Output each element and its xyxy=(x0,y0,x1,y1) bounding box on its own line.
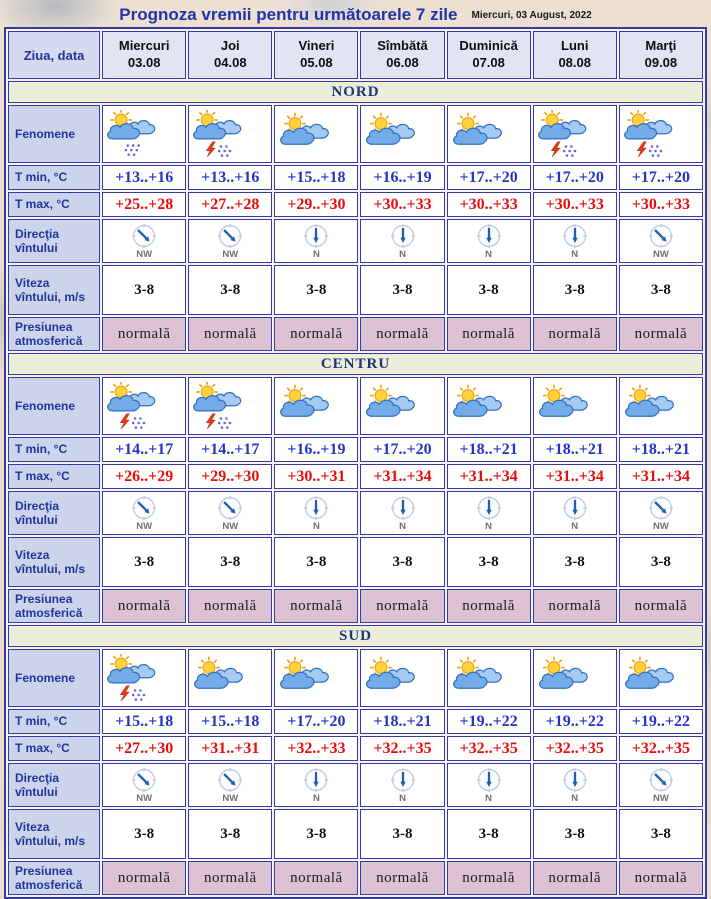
wind-n-icon xyxy=(475,494,503,522)
t-max-value: +30..+33 xyxy=(360,192,444,217)
wind-speed-value: 3-8 xyxy=(360,809,444,859)
pressure-value: normală xyxy=(533,861,617,895)
wind-nw-icon xyxy=(130,222,158,250)
day-name: Vineri xyxy=(298,38,335,54)
section-band-row xyxy=(8,353,703,375)
wind-speed-value: 3-8 xyxy=(102,265,186,315)
phenomena-cell xyxy=(619,649,703,707)
pressure-value: normală xyxy=(619,589,703,623)
t-min-row xyxy=(8,437,703,462)
wind-nw-icon xyxy=(647,766,675,794)
phenomena-cell xyxy=(360,649,444,707)
sun-clouds-icon xyxy=(448,110,506,158)
wind-n-icon xyxy=(389,766,417,794)
phenomena-cell xyxy=(360,377,444,435)
day-header-cell xyxy=(447,31,531,79)
wind-n-icon xyxy=(561,766,589,794)
row-label-t-min: T min, °C xyxy=(8,165,100,190)
day-name: Joi xyxy=(220,38,240,54)
pressure-value: normală xyxy=(102,589,186,623)
t-min-value: +18..+21 xyxy=(447,437,531,462)
day-name: Sîmbătă xyxy=(377,38,428,54)
day-date: 03.08 xyxy=(127,55,161,70)
row-label-t-max: T max, °C xyxy=(8,192,100,217)
wind-speed-row xyxy=(8,265,703,315)
pressure-value: normală xyxy=(188,317,272,351)
phenomena-cell xyxy=(533,649,617,707)
phenomena-cell xyxy=(533,105,617,163)
pressure-row xyxy=(8,317,703,351)
wind-direction-cell xyxy=(102,491,186,535)
t-max-value: +30..+33 xyxy=(533,192,617,217)
phenomena-cell xyxy=(360,105,444,163)
wind-direction-cell xyxy=(274,763,358,807)
wind-direction-label: NW xyxy=(222,249,239,261)
sun-cloud-lightning-rain-icon xyxy=(189,110,247,158)
sun-clouds-icon xyxy=(361,654,419,702)
row-label-t-max: T max, °C xyxy=(8,736,100,761)
section-title: NORD xyxy=(8,81,703,103)
pressure-value: normală xyxy=(447,589,531,623)
t-min-value: +13..+16 xyxy=(102,165,186,190)
sun-clouds-icon xyxy=(361,382,419,430)
wind-direction-label: N xyxy=(571,793,579,805)
wind-direction-cell xyxy=(360,219,444,263)
phenomena-cell xyxy=(533,377,617,435)
sun-cloud-lightning-rain-icon xyxy=(620,110,678,158)
day-name: Duminică xyxy=(459,38,518,54)
day-header-cell xyxy=(274,31,358,79)
sun-cloud-lightning-rain-icon xyxy=(189,382,247,430)
t-min-value: +16..+19 xyxy=(360,165,444,190)
pressure-value: normală xyxy=(102,861,186,895)
section-band-row xyxy=(8,625,703,647)
wind-speed-row xyxy=(8,537,703,587)
t-max-value: +30..+31 xyxy=(274,464,358,489)
row-label-t-max: T max, °C xyxy=(8,464,100,489)
pressure-value: normală xyxy=(102,317,186,351)
day-date: 04.08 xyxy=(214,55,247,70)
t-max-row xyxy=(8,192,703,217)
t-min-value: +18..+21 xyxy=(360,709,444,734)
wind-speed-value: 3-8 xyxy=(619,537,703,587)
wind-direction-cell xyxy=(360,491,444,535)
phenomena-cell xyxy=(274,649,358,707)
wind-speed-value: 3-8 xyxy=(533,809,617,859)
wind-direction-cell xyxy=(274,219,358,263)
wind-speed-value: 3-8 xyxy=(619,265,703,315)
row-label-wind-speed: Viteza vîntului, m/s xyxy=(8,809,100,859)
pressure-value: normală xyxy=(274,861,358,895)
phenomena-cell xyxy=(188,105,272,163)
t-min-value: +18..+21 xyxy=(619,437,703,462)
sun-clouds-icon xyxy=(275,110,333,158)
wind-nw-icon xyxy=(216,766,244,794)
wind-n-icon xyxy=(475,222,503,250)
phenomena-row xyxy=(8,377,703,435)
day-name: Miercuri xyxy=(118,38,170,54)
day-header-cell xyxy=(360,31,444,79)
phenomena-cell xyxy=(102,105,186,163)
sun-clouds-icon xyxy=(275,382,333,430)
t-min-value: +19..+22 xyxy=(533,709,617,734)
phenomena-cell xyxy=(447,377,531,435)
phenomena-cell xyxy=(102,649,186,707)
wind-direction-label: NW xyxy=(222,793,239,805)
wind-speed-value: 3-8 xyxy=(360,265,444,315)
phenomena-cell xyxy=(619,105,703,163)
wind-direction-label: N xyxy=(399,521,406,533)
wind-direction-row xyxy=(8,763,703,807)
day-header-cell xyxy=(188,31,272,79)
wind-direction-cell xyxy=(533,219,617,263)
wind-direction-cell xyxy=(447,491,531,535)
wind-direction-label: NW xyxy=(136,793,153,805)
row-label-phenomena: Fenomene xyxy=(8,105,100,163)
t-min-value: +17..+20 xyxy=(447,165,531,190)
pressure-value: normală xyxy=(447,861,531,895)
wind-speed-value: 3-8 xyxy=(188,809,272,859)
day-name: Marţi xyxy=(645,38,677,54)
pressure-value: normală xyxy=(447,317,531,351)
wind-nw-icon xyxy=(130,766,158,794)
row-label-phenomena: Fenomene xyxy=(8,649,100,707)
sun-cloud-rain-icon xyxy=(103,110,161,158)
t-max-value: +25..+28 xyxy=(102,192,186,217)
day-header-cell xyxy=(102,31,186,79)
wind-direction-label: NW xyxy=(222,521,239,533)
wind-speed-value: 3-8 xyxy=(102,809,186,859)
sun-clouds-icon xyxy=(189,654,247,702)
wind-direction-cell xyxy=(188,219,272,263)
wind-speed-row xyxy=(8,809,703,859)
wind-speed-value: 3-8 xyxy=(533,265,617,315)
t-min-value: +17..+20 xyxy=(533,165,617,190)
t-max-value: +29..+30 xyxy=(274,192,358,217)
wind-direction-row xyxy=(8,219,703,263)
phenomena-cell xyxy=(102,377,186,435)
wind-direction-label: N xyxy=(399,249,406,261)
day-header-cell xyxy=(533,31,617,79)
wind-direction-cell xyxy=(188,491,272,535)
row-label-wind-speed: Viteza vîntului, m/s xyxy=(8,537,100,587)
t-max-value: +32..+35 xyxy=(360,736,444,761)
t-max-value: +31..+34 xyxy=(533,464,617,489)
wind-direction-cell xyxy=(619,219,703,263)
pressure-value: normală xyxy=(533,589,617,623)
day-date: 09.08 xyxy=(644,55,678,70)
pressure-value: normală xyxy=(274,589,358,623)
t-min-value: +18..+21 xyxy=(533,437,617,462)
row-label-pressure: Presiunea atmosferică xyxy=(8,317,100,351)
wind-n-icon xyxy=(561,222,589,250)
t-max-value: +27..+30 xyxy=(102,736,186,761)
pressure-value: normală xyxy=(360,589,444,623)
sun-cloud-lightning-rain-icon xyxy=(103,382,161,430)
t-max-value: +31..+34 xyxy=(619,464,703,489)
t-min-value: +17..+20 xyxy=(274,709,358,734)
wind-direction-cell xyxy=(533,763,617,807)
wind-direction-label: N xyxy=(312,793,320,805)
wind-direction-label: NW xyxy=(136,521,153,533)
t-min-value: +17..+20 xyxy=(360,437,444,462)
day-date: 06.08 xyxy=(386,55,419,70)
row-label-phenomena: Fenomene xyxy=(8,377,100,435)
pressure-value: normală xyxy=(188,861,272,895)
t-max-value: +31..+31 xyxy=(188,736,272,761)
wind-direction-label: N xyxy=(485,793,493,805)
wind-direction-label: N xyxy=(312,521,320,533)
row-label-pressure: Presiunea atmosferică xyxy=(8,589,100,623)
wind-direction-cell xyxy=(188,763,272,807)
wind-nw-icon xyxy=(216,222,244,250)
wind-speed-value: 3-8 xyxy=(188,537,272,587)
wind-nw-icon xyxy=(647,222,675,250)
wind-n-icon xyxy=(389,494,417,522)
pressure-value: normală xyxy=(274,317,358,351)
wind-direction-cell xyxy=(360,763,444,807)
day-name: Luni xyxy=(561,38,589,54)
page-header xyxy=(0,0,711,27)
wind-speed-value: 3-8 xyxy=(447,809,531,859)
day-header-row xyxy=(8,31,703,79)
row-label-t-min: T min, °C xyxy=(8,709,100,734)
t-min-value: +15..+18 xyxy=(188,709,272,734)
wind-speed-value: 3-8 xyxy=(274,809,358,859)
wind-n-icon xyxy=(302,222,330,250)
section-band-row xyxy=(8,81,703,103)
sun-clouds-icon xyxy=(448,382,506,430)
wind-direction-label: NW xyxy=(652,793,669,805)
current-date-note: Miercuri, 03 August, 2022 xyxy=(471,9,592,21)
pressure-value: normală xyxy=(619,861,703,895)
wind-direction-label: N xyxy=(485,521,493,533)
pressure-value: normală xyxy=(360,317,444,351)
phenomena-cell xyxy=(619,377,703,435)
t-max-value: +27..+28 xyxy=(188,192,272,217)
t-max-value: +26..+29 xyxy=(102,464,186,489)
t-min-value: +15..+18 xyxy=(102,709,186,734)
day-date: 05.08 xyxy=(300,55,333,70)
pressure-row xyxy=(8,861,703,895)
pressure-value: normală xyxy=(188,589,272,623)
wind-n-icon xyxy=(475,766,503,794)
row-label-wind-direction: Direcţia vîntului xyxy=(8,763,100,807)
wind-direction-cell xyxy=(447,219,531,263)
wind-speed-value: 3-8 xyxy=(188,265,272,315)
t-min-value: +13..+16 xyxy=(188,165,272,190)
sun-clouds-icon xyxy=(620,382,678,430)
wind-direction-row xyxy=(8,491,703,535)
wind-n-icon xyxy=(389,222,417,250)
t-min-value: +14..+17 xyxy=(188,437,272,462)
wind-speed-value: 3-8 xyxy=(274,537,358,587)
wind-speed-value: 3-8 xyxy=(102,537,186,587)
t-min-value: +19..+22 xyxy=(447,709,531,734)
wind-direction-cell xyxy=(619,491,703,535)
wind-nw-icon xyxy=(216,494,244,522)
day-header-cell xyxy=(619,31,703,79)
row-label-wind-direction: Direcţia vîntului xyxy=(8,219,100,263)
t-min-row xyxy=(8,709,703,734)
pressure-row xyxy=(8,589,703,623)
t-max-value: +29..+30 xyxy=(188,464,272,489)
wind-speed-value: 3-8 xyxy=(274,265,358,315)
sun-clouds-icon xyxy=(534,382,592,430)
row-label-wind-direction: Direcţia vîntului xyxy=(8,491,100,535)
phenomena-cell xyxy=(188,377,272,435)
forecast-table xyxy=(4,27,707,899)
day-date-corner-label: Ziua, data xyxy=(8,31,100,79)
phenomena-cell xyxy=(447,649,531,707)
pressure-value: normală xyxy=(619,317,703,351)
sun-cloud-lightning-rain-icon xyxy=(534,110,592,158)
wind-direction-cell xyxy=(102,219,186,263)
t-max-value: +31..+34 xyxy=(360,464,444,489)
t-min-row xyxy=(8,165,703,190)
sun-clouds-icon xyxy=(361,110,419,158)
section-title: SUD xyxy=(8,625,703,647)
sun-cloud-lightning-rain-icon xyxy=(103,654,161,702)
forecast-table-wrap xyxy=(0,27,711,899)
row-label-pressure: Presiunea atmosferică xyxy=(8,861,100,895)
wind-direction-label: NW xyxy=(652,249,669,261)
t-min-value: +17..+20 xyxy=(619,165,703,190)
t-max-value: +32..+35 xyxy=(619,736,703,761)
day-date: 08.08 xyxy=(558,55,591,70)
wind-nw-icon xyxy=(130,494,158,522)
wind-speed-value: 3-8 xyxy=(360,537,444,587)
pressure-value: normală xyxy=(533,317,617,351)
wind-direction-label: N xyxy=(312,249,320,261)
phenomena-cell xyxy=(274,105,358,163)
t-min-value: +19..+22 xyxy=(619,709,703,734)
phenomena-row xyxy=(8,105,703,163)
wind-n-icon xyxy=(302,494,330,522)
wind-direction-cell xyxy=(102,763,186,807)
wind-direction-label: NW xyxy=(136,249,153,261)
t-min-value: +14..+17 xyxy=(102,437,186,462)
t-max-row xyxy=(8,464,703,489)
sun-clouds-icon xyxy=(275,654,333,702)
sun-clouds-icon xyxy=(620,654,678,702)
t-max-row xyxy=(8,736,703,761)
wind-speed-value: 3-8 xyxy=(447,537,531,587)
t-min-value: +15..+18 xyxy=(274,165,358,190)
wind-direction-cell xyxy=(533,491,617,535)
day-date: 07.08 xyxy=(472,55,505,70)
t-max-value: +32..+35 xyxy=(447,736,531,761)
phenomena-row xyxy=(8,649,703,707)
t-min-value: +16..+19 xyxy=(274,437,358,462)
sun-clouds-icon xyxy=(448,654,506,702)
phenomena-cell xyxy=(274,377,358,435)
pressure-value: normală xyxy=(360,861,444,895)
row-label-t-min: T min, °C xyxy=(8,437,100,462)
wind-direction-cell xyxy=(619,763,703,807)
page-title: Prognoza vremii pentru următoarele 7 zile xyxy=(119,5,458,24)
wind-direction-label: N xyxy=(485,249,493,261)
wind-n-icon xyxy=(561,494,589,522)
row-label-wind-speed: Viteza vîntului, m/s xyxy=(8,265,100,315)
wind-speed-value: 3-8 xyxy=(447,265,531,315)
wind-speed-value: 3-8 xyxy=(619,809,703,859)
wind-direction-label: N xyxy=(571,521,579,533)
phenomena-cell xyxy=(188,649,272,707)
t-max-value: +32..+33 xyxy=(274,736,358,761)
wind-speed-value: 3-8 xyxy=(533,537,617,587)
wind-nw-icon xyxy=(647,494,675,522)
wind-direction-cell xyxy=(447,763,531,807)
wind-direction-label: NW xyxy=(652,521,669,533)
t-max-value: +31..+34 xyxy=(447,464,531,489)
wind-n-icon xyxy=(302,766,330,794)
wind-direction-cell xyxy=(274,491,358,535)
wind-direction-label: N xyxy=(399,793,406,805)
wind-direction-label: N xyxy=(571,249,579,261)
t-max-value: +30..+33 xyxy=(447,192,531,217)
t-max-value: +32..+35 xyxy=(533,736,617,761)
phenomena-cell xyxy=(447,105,531,163)
t-max-value: +30..+33 xyxy=(619,192,703,217)
section-title: CENTRU xyxy=(8,353,703,375)
sun-clouds-icon xyxy=(534,654,592,702)
